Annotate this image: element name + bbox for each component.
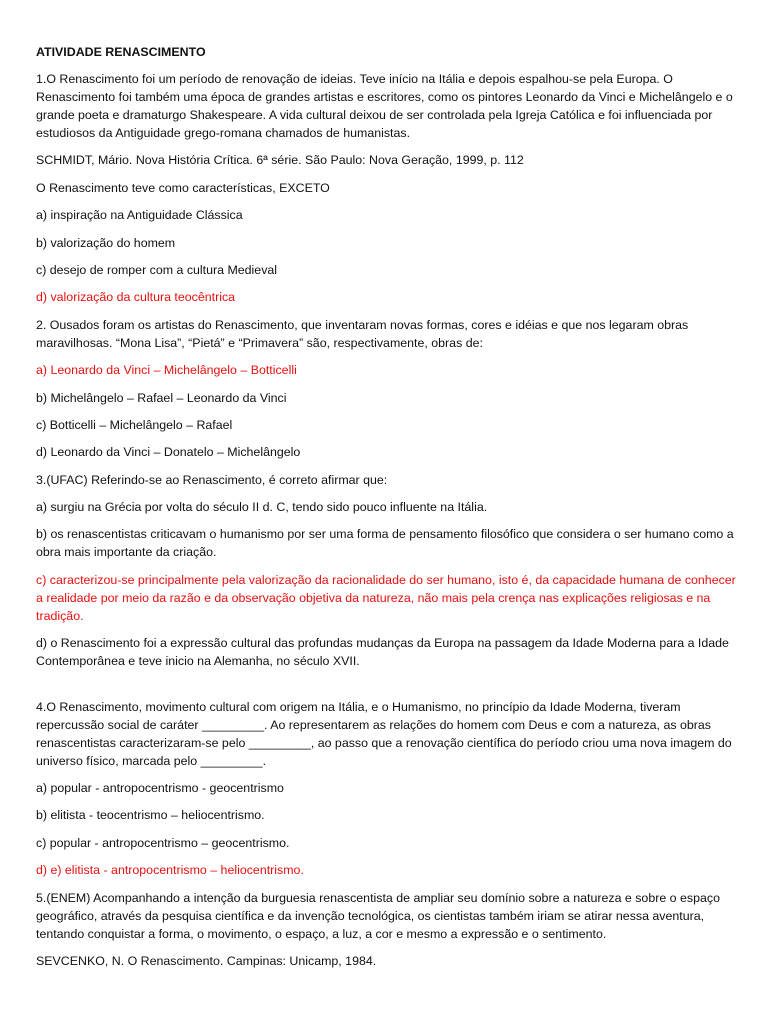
q2-option-d: d) Leonardo da Vinci – Donatelo – Michelângelo [36,445,301,460]
q3-option-a: a) surgiu na Grécia por volta do século II d. C, tendo sido pouco influente na Itália. [36,500,488,515]
q1-option-a: a) inspiração na Antiguidade Clássica [36,208,243,223]
blank-line [36,680,746,698]
document-page [36,43,746,979]
q3-question: 3.(UFAC) Referindo-se ao Renascimento, é correto afirmar que: [36,472,388,487]
q1-source: SCHMIDT, Mário. Nova História Crítica. 6ª série. São Paulo: Nova Geração, 1999, p. 112 [36,153,524,168]
document-title: ATIVIDADE RENASCIMENTO [36,45,206,59]
q1-option-d-answer: d) valorização da cultura teocêntrica [36,290,236,305]
q5-source: SEVCENKO, N. O Renascimento. Campinas: Unicamp, 1984. [36,953,377,968]
q2-option-b: b) Michelângelo – Rafael – Leonardo da Vinci [36,390,287,405]
q1-question: O Renascimento teve como características, EXCETO [36,180,330,195]
q1-intro: 1.O Renascimento foi um período de renovação de ideias. Teve início na Itália e depois espalhou-se pela Europa. O Renascimento foi também uma época de grandes artistas e escritores, como os pintores Leonardo da Vinci e Michelângelo e o grande poeta e dramaturgo Shakespeare. A vida cultural deixou de ser controlada pela Igreja Católica e foi influenciada por estudiosos da Antiguidade grego-romana chamados de humanistas. [36,72,733,140]
q3-option-b: b) os renascentistas criticavam o humanismo por ser uma forma de pensamento filosófico que considera o ser humano como a obra mais importante da criação. [36,527,734,560]
q2-option-a-answer: a) Leonardo da Vinci – Michelângelo – Botticelli [36,363,297,378]
q1-option-c: c) desejo de romper com a cultura Medieval [36,262,278,277]
q3-option-d: d) o Renascimento foi a expressão cultural das profundas mudanças da Europa na passagem da Idade Moderna para a Idade Contemporânea e teve inicio na Alemanha, no século XVII. [36,636,729,669]
q3-option-c-answer: c) caracterizou-se principalmente pela valorização da racionalidade do ser humano, isto é, da capacidade humana de conhecer a realidade por meio da razão e da observação objetiva da natureza, não mais pela crença nas explicações religiosas e na tradição. [36,572,736,623]
q4-option-b: b) elitista - teocentrismo – heliocentrismo. [36,808,265,823]
q4-question: 4.O Renascimento, movimento cultural com origem na Itália, e o Humanismo, no princípio da Idade Moderna, tiveram repercussão social de caráter _________. Ao representarem as relações do homem com Deus e com a natureza, as obras renascentistas caracterizaram-se pelo _________, ao passo que a renovação científica do período criou uma nova imagem do universo físico, marcada pelo _________. [36,699,732,768]
q5-question: 5.(ENEM) Acompanhando a intenção da burguesia renascentista de ampliar seu domínio sobre a natureza e sobre o espaço geográfico, através da pesquisa científica e da invenção tecnológica, os cientistas também iriam se atirar nessa aventura, tentando conquistar a forma, o movimento, o espaço, a luz, a cor e mesmo a expressão e o sentimento. [36,890,720,941]
q4-option-c: c) popular - antropocentrismo – geocentrismo. [36,835,290,850]
q1-option-b: b) valorização do homem [36,235,176,250]
q2-question: 2. Ousados foram os artistas do Renascimento, que inventaram novas formas, cores e idéias e que nos legaram obras maravilhosas. “Mona Lisa”, “Pietá” e “Primavera” são, respectivamente, obras de: [36,317,689,350]
q2-option-c: c) Botticelli – Michelângelo – Rafael [36,417,233,432]
q4-option-a: a) popular - antropocentrismo - geocentrismo [36,781,284,796]
q4-option-d-answer: d) e) elitista - antropocentrismo – heliocentrismo. [36,863,304,878]
